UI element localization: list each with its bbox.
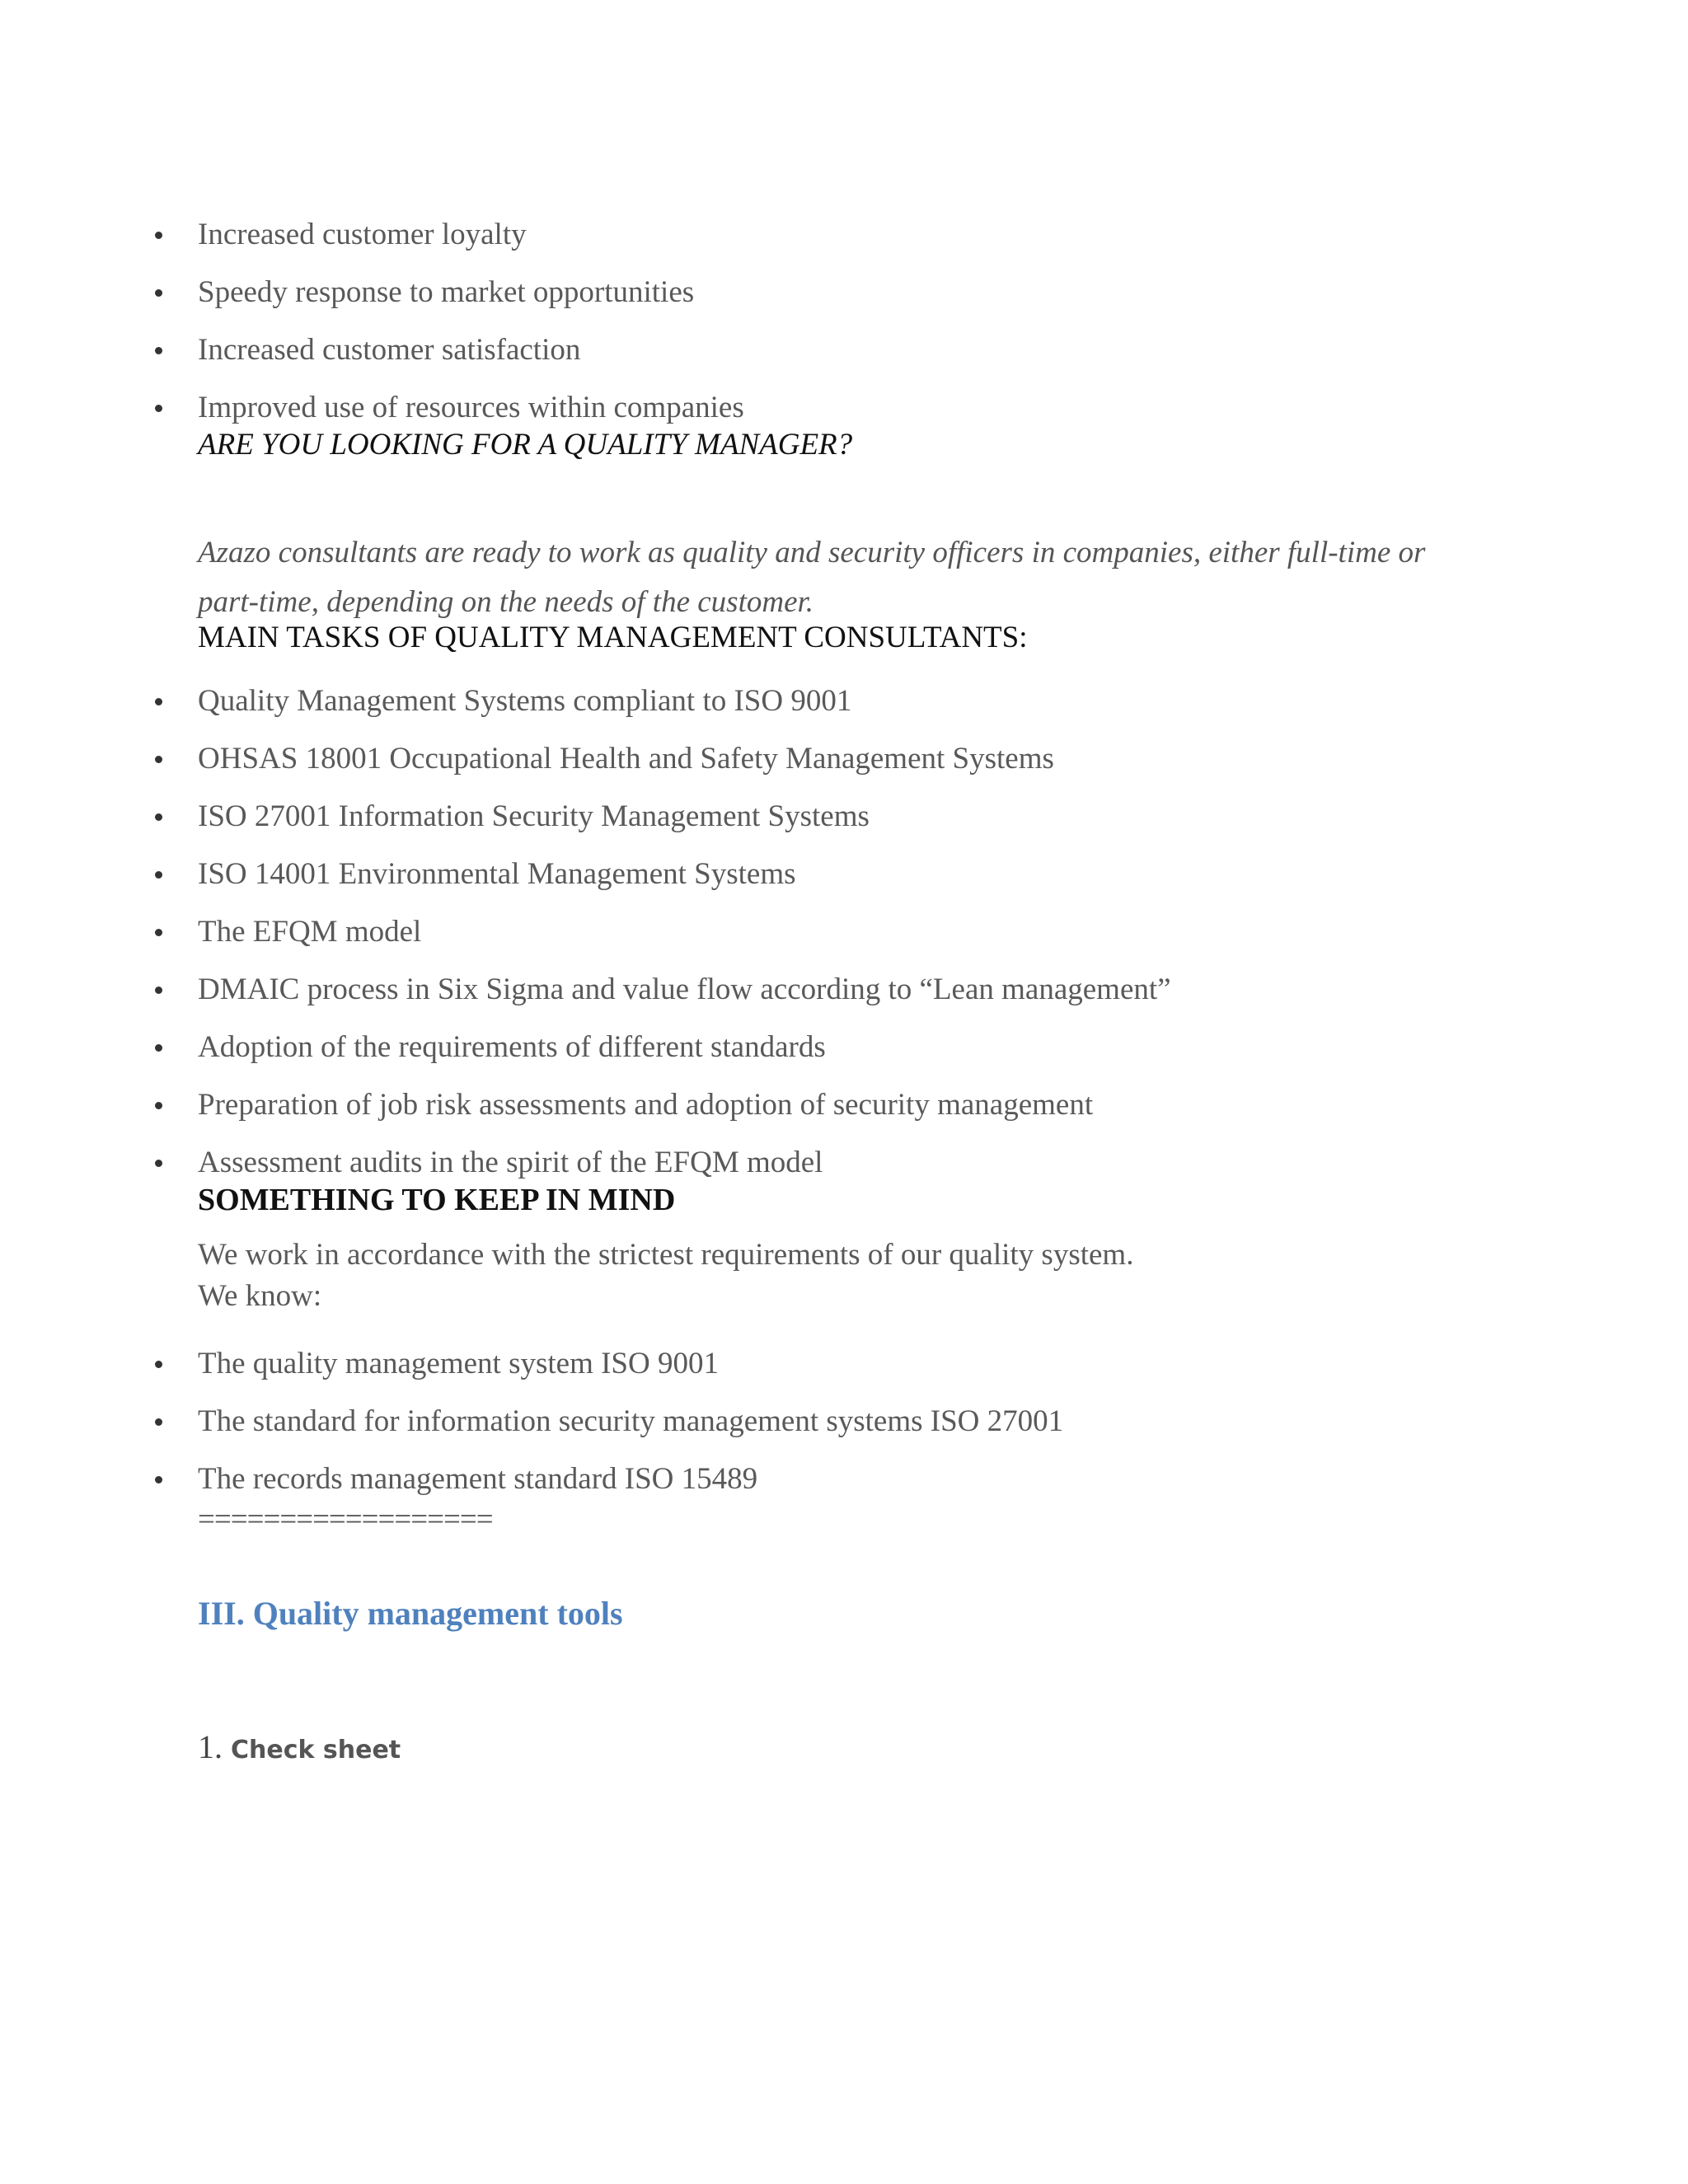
- section-heading: III. Quality management tools: [198, 1595, 623, 1632]
- item-title: Check sheet: [231, 1736, 401, 1765]
- list-item: The records management standard ISO 15489: [198, 1462, 1063, 1497]
- list-item: DMAIC process in Six Sigma and value flow according to “Lean management”: [198, 972, 1171, 1006]
- we-know-text: We know:: [198, 1279, 322, 1313]
- list-item: Adoption of the requirements of different standards: [198, 1030, 1171, 1065]
- list-item: The EFQM model: [198, 915, 1171, 949]
- list-item: Preparation of job risk assessments and adoption of security management: [198, 1088, 1171, 1122]
- list-item: Improved use of resources within companies: [198, 391, 744, 424]
- quality-manager-heading: ARE YOU LOOKING FOR A QUALITY MANAGER?: [198, 428, 853, 462]
- list-item: OHSAS 18001 Occupational Health and Safety Management Systems: [198, 742, 1171, 776]
- main-tasks-list: [198, 684, 1171, 1180]
- intro-paragraph: Azazo consultants are ready to work as quality and security officers in companies, either full-time or part-time, depending on the needs of the customer.: [198, 536, 1426, 619]
- list-item: Quality Management Systems compliant to ISO 9001: [198, 684, 1171, 719]
- keep-in-mind-paragraph: We work in accordance with the strictest requirements of our quality system.: [198, 1238, 1134, 1272]
- list-item: Increased customer loyalty: [198, 218, 744, 252]
- list-item: Speedy response to market opportunities: [198, 275, 744, 310]
- list-item: Increased customer satisfaction: [198, 333, 744, 368]
- keep-in-mind-heading: SOMETHING TO KEEP IN MIND: [198, 1183, 676, 1217]
- list-item: ISO 27001 Information Security Management Systems: [198, 799, 1171, 834]
- list-item: Assessment audits in the spirit of the EFQM model: [198, 1146, 1171, 1180]
- known-standards-list: [198, 1347, 1063, 1497]
- benefits-list: [198, 218, 744, 425]
- separator-line: ==================: [198, 1502, 493, 1536]
- main-tasks-heading: MAIN TASKS OF QUALITY MANAGEMENT CONSULTANTS:: [198, 621, 1028, 654]
- list-item: The quality management system ISO 9001: [198, 1347, 1063, 1381]
- numbered-item: [198, 1727, 401, 1770]
- item-number: 1.: [198, 1728, 223, 1765]
- list-item: The standard for information security management systems ISO 27001: [198, 1404, 1064, 1438]
- list-item: ISO 14001 Environmental Management Systems: [198, 857, 1171, 892]
